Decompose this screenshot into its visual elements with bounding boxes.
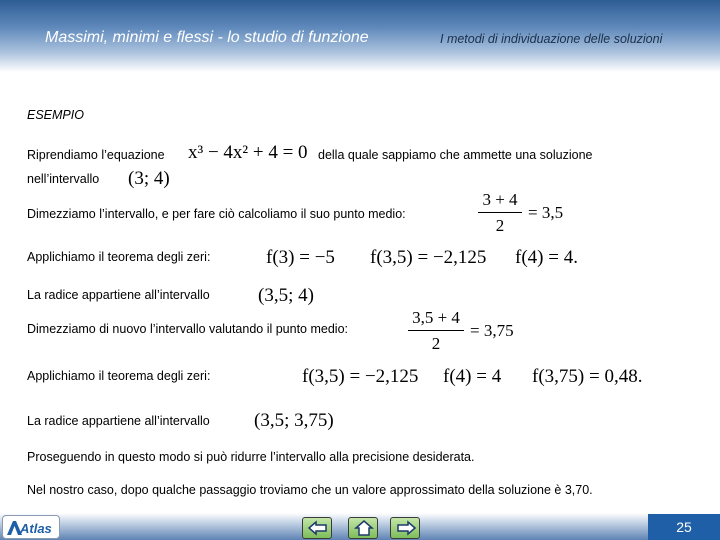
fraction-bar	[408, 330, 464, 331]
zeros1-value: f(3) = −5	[266, 247, 335, 268]
conclusion-text: Proseguendo in questo modo si può ridurre l’intervallo alla precisione desiderata.	[27, 450, 475, 464]
example-label: ESEMPIO	[27, 108, 84, 122]
header-bar	[0, 0, 720, 72]
interval-third: (3,5; 3,75)	[254, 410, 334, 431]
fraction-bar	[478, 212, 522, 213]
home-icon	[353, 520, 375, 536]
arrow-right-icon	[395, 520, 417, 536]
midpoint1-fraction	[478, 190, 588, 238]
previous-button[interactable]	[302, 517, 332, 539]
zeros2-text: Applichiamo il teorema degli zeri:	[27, 369, 211, 383]
zeros1-text: Applichiamo il teorema degli zeri:	[27, 250, 211, 264]
interval-intro-text: nell’intervallo	[27, 172, 100, 186]
midpoint2-fraction	[408, 308, 528, 356]
intro-text: Riprendiamo l’equazione	[27, 148, 165, 162]
midpoint1-denominator: 2	[495, 216, 505, 235]
home-button[interactable]	[348, 517, 378, 539]
zeros1-value: f(4) = 4.	[515, 247, 578, 268]
presentation-title: Massimi, minimi e flessi - lo studio di funzione	[45, 29, 369, 46]
svg-text:Atlas: Atlas	[20, 521, 52, 536]
zeros2-value: f(4) = 4	[443, 366, 502, 387]
intro-text-suffix: della quale sappiamo che ammette una soluzione	[318, 148, 593, 162]
equation: x³ − 4x² + 4 = 0	[188, 142, 308, 163]
midpoint1-result: = 3,5	[528, 203, 564, 222]
interval-initial: (3; 4)	[128, 168, 170, 189]
page-number: 25	[648, 514, 720, 540]
zeros2-value: f(3,5) = −2,125	[302, 366, 419, 387]
atlas-logo	[2, 515, 60, 539]
midpoint1-numerator: 3 + 4	[482, 190, 518, 209]
root1-text: La radice appartiene all’intervallo	[27, 288, 210, 302]
section-subtitle: I metodi di individuazione delle soluzioni	[440, 32, 663, 46]
zeros2-value: f(3,75) = 0,48.	[532, 366, 643, 387]
midpoint2-numerator: 3,5 + 4	[412, 308, 460, 327]
interval-second: (3,5; 4)	[258, 285, 314, 306]
arrow-left-icon	[307, 520, 329, 536]
midpoint2-result: = 3,75	[470, 321, 514, 340]
next-button[interactable]	[390, 517, 420, 539]
zeros1-value: f(3,5) = −2,125	[370, 247, 487, 268]
conclusion-result-text: Nel nostro caso, dopo qualche passaggio troviamo che un valore approssimato della soluzione è 3,70.	[27, 483, 593, 497]
step2-text: Dimezziamo di nuovo l’intervallo valutando il punto medio:	[27, 322, 349, 336]
step1-text: Dimezziamo l’intervallo, e per fare ciò calcoliamo il suo punto medio:	[27, 207, 406, 221]
midpoint2-denominator: 2	[431, 334, 441, 353]
root2-text: La radice appartiene all’intervallo	[27, 414, 210, 428]
